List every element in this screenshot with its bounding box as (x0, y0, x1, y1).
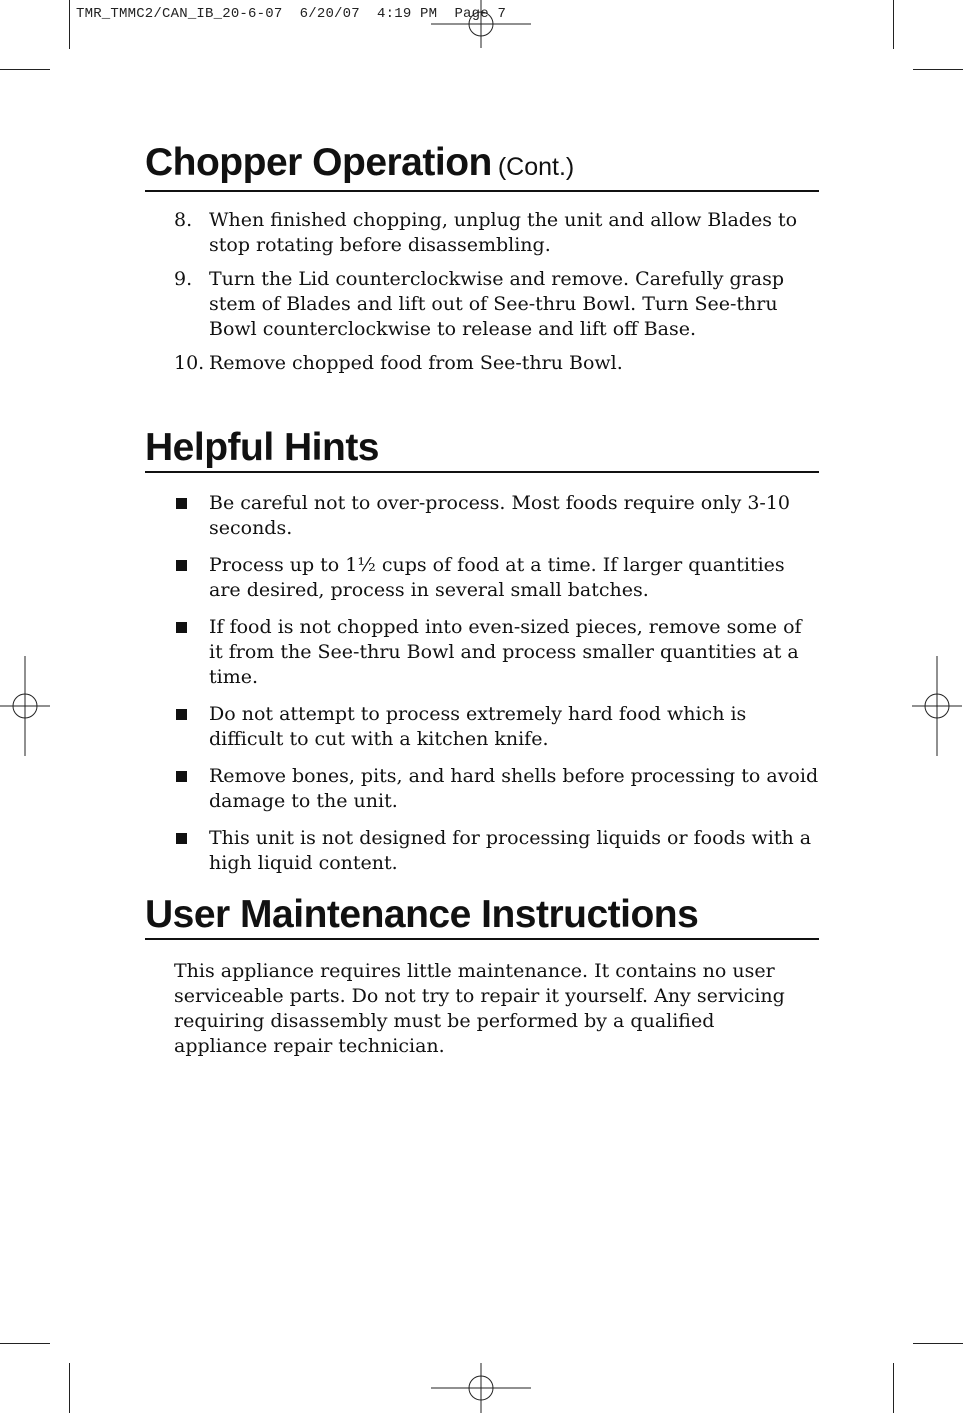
square-bullet-icon (176, 622, 187, 633)
registration-mark-right (911, 656, 963, 756)
hint-text: This unit is not designed for processing liquids or foods with a high liquid content. (209, 827, 812, 874)
registration-mark-left (0, 656, 52, 756)
crop-mark-bl-v (69, 1363, 70, 1413)
crop-mark-bl-h (0, 1343, 50, 1344)
hint-text: Be careful not to over-process. Most foods require only 3-10 seconds. (209, 492, 791, 539)
step-text: Remove chopped food from See-thru Bowl. (209, 352, 623, 374)
registration-mark-top (431, 0, 533, 50)
chopper-operation-heading (145, 141, 819, 192)
square-bullet-icon (176, 833, 187, 844)
step-item (145, 351, 819, 376)
square-bullet-icon (176, 498, 187, 509)
hint-item (145, 491, 819, 541)
crop-mark-tl-v (69, 0, 70, 49)
hint-item (145, 826, 819, 876)
hint-item (145, 702, 819, 752)
step-text: Turn the Lid counterclockwise and remove. Carefully grasp stem of Blades and lift out of See-thru Bowl. Turn See-thru Bowl counterclockwise to release and lift off Base. (209, 268, 785, 340)
chopper-steps-list (145, 208, 819, 376)
hint-item (145, 615, 819, 690)
chopper-operation-title: Chopper Operation (145, 141, 492, 184)
chopper-operation-title-suffix: (Cont.) (497, 153, 575, 181)
registration-mark-bottom (431, 1363, 533, 1413)
crop-mark-tr-v (893, 0, 894, 49)
step-number: 10. (174, 352, 205, 374)
hint-item (145, 764, 819, 814)
helpful-hints-section (145, 426, 819, 888)
step-number: 9. (174, 268, 193, 290)
crop-mark-tl-h (0, 69, 50, 70)
step-item (145, 267, 819, 342)
crop-mark-tr-h (913, 69, 963, 70)
user-maintenance-title: User Maintenance Instructions (145, 893, 699, 936)
square-bullet-icon (176, 709, 187, 720)
hint-item (145, 553, 819, 603)
helpful-hints-title: Helpful Hints (145, 426, 379, 469)
step-item (145, 208, 819, 258)
user-maintenance-paragraph: This appliance requires little maintenance. It contains no user serviceable parts. Do not try to repair it yourself. Any servicing requiring disassembly must be performed by a qualified appliance repair technician. (174, 960, 785, 1057)
square-bullet-icon (176, 771, 187, 782)
step-text: When finished chopping, unplug the unit and allow Blades to stop rotating before disassembling. (209, 209, 798, 256)
chopper-operation-section (145, 141, 819, 385)
hint-text: If food is not chopped into even-sized pieces, remove some of it from the See-thru Bowl and process smaller quantities at a time. (209, 616, 802, 688)
user-maintenance-heading (145, 893, 819, 940)
crop-mark-br-v (893, 1363, 894, 1413)
crop-mark-br-h (913, 1343, 963, 1344)
print-slug: TMR_TMMC2/CAN_IB_20-6-07 6/20/07 4:19 PM Page 7 (76, 6, 507, 22)
step-number: 8. (174, 209, 193, 231)
hint-text: Remove bones, pits, and hard shells before processing to avoid damage to the unit. (209, 765, 819, 812)
hint-text: Process up to 1½ cups of food at a time. If larger quantities are desired, process in several small batches. (209, 554, 785, 601)
helpful-hints-heading (145, 426, 819, 473)
hint-text: Do not attempt to process extremely hard food which is difficult to cut with a kitchen knife. (209, 703, 747, 750)
square-bullet-icon (176, 560, 187, 571)
user-maintenance-section (145, 893, 819, 1059)
hints-list (145, 491, 819, 876)
